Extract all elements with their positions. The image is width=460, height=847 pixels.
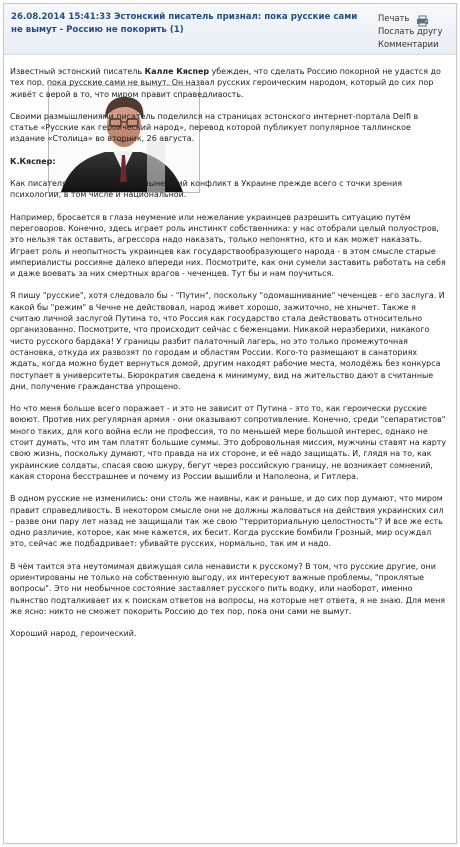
article-paragraph: Как писателя меня интересует нынешний конфликт в Украине прежде всего с точки зрения психологии, в том числе и национальной. [10, 179, 403, 200]
article-paragraph: В одном русские не изменились: они столь же наивны, как и раньше, и до сих пор думают, что миром правит справедливость. В некотором смысле они не должны жаловаться на действия украинских сил - разве они пару лет назад не защищали так же свою "территориальную целостность"? И все же есть одно различие, которое, как мне кажется, их бесит. Когда русские бомбили Грозный, мир осуждал это, сейчас же подбадривает: убивайте русских, нормально, так им и надо. [10, 494, 444, 549]
comment-count[interactable]: (1) [169, 25, 184, 35]
article-paragraph: Но что меня больше всего поражает - и это не зависит от Путина - это то, как героически русские воюют. Против них регулярная армия - они оказывают сопротивление. Конечно, среди "сепаратистов" много таких, для кого война если не профессия, то по меньшей мере большой интерес, однако не стоит думать, что им там платят большие суммы. Это добровольная миссия, мужчины ставят на карту свою жизнь, поскольку думают, что правда на их стороне, и её надо защищать. И, глядя на то, как украинские солдаты, спасая свою шкуру, бегут через российскую границу, не возникает сомнений, какая сторона бесстрашнее и почему из России вышибли и Наполеона, и Гитлера. [10, 404, 447, 481]
article-paragraph: В чём таится эта неутомимая движущая сила ненависти к русскому? В том, что русские другие, они ориентированы не только на собственную выгоду, их интересуют важные проблемы, "проклятые вопросы". Это ни необычное состояние заставляет русского пить водку, или наоборот, именно пьянство подталкивает их к поискам ответов на вопросы, на которые нет ответа, я не знаю. Для меня же ясно: никто не сможет покорить Россию до тех пор, пока они сами не вымут. [10, 561, 446, 616]
lead-paragraph-2: Своими размышлениями писатель поделился на страницах эстонского интернет-портала Delfi в статье «Русские как героический народ», перевод которой публикует популярное таллинское издание «Столица» во вторник, 26 августа. [10, 111, 419, 144]
article-title[interactable]: Эстонский писатель признал: пока русские сами не вымут - Россию не покорить [11, 12, 358, 35]
printer-icon[interactable] [416, 12, 429, 24]
article-card [3, 3, 457, 844]
article-paragraph: Например, бросается в глаза неумение или нежелание украинцев разрешить ситуацию путём переговоров. Конечно, здесь играет роль инстинкт собственника: у нас отобрали целый полуостров, это нельзя так оставить, агрессора надо наказать, только непонятно, кто и как может наказать. Играет роль и неопытность украинцев как государствообразующего народа - в этом смысле старые империалисты россияне далеко впереди них. Посмотрите, как они сумели заставить работать на себя и даже воевать за них смертных врагов - чеченцев. Тут бы и нам поучиться. [10, 212, 446, 279]
article-lead [10, 66, 447, 145]
comments-link[interactable]: Комментарии [378, 39, 439, 49]
speaker-label: К.Кяспер: [10, 156, 56, 166]
closing-line: Хороший народ, героический. [10, 629, 137, 639]
article-headline[interactable] [11, 11, 363, 37]
article-paragraph: Я пишу "русские", хотя следовало бы - "Путин", поскольку "одомашнивание" чеченцев - его заслуга. И какой бы "режим" в Чечне не действовал, народ живет хорошо, зажиточно, не хнычет. Также я считаю личной заслугой Путина то, что Россия как государство стала действовать относительно организованно. Посмотрите, что происходит сейчас с беженцами. Никакой неразберихи, никакого чисто русского бардака! У границы разбит палаточный лагерь, но это только промежуточная остановка, откуда их развозят по городам и областям России. Кого-то размещают в санаториях ждать, когда можно будет вернуться домой, другим находят рабочие места, молодёжь без конкурса поступает в университеты. Бюрократия сведена к минимуму, вид на жительство дают в считанные дни, получение гражданства упрощено. [10, 291, 445, 391]
print-link[interactable]: Печать [378, 13, 410, 23]
author-name: Калле Кяспер [144, 67, 210, 76]
lead-paragraph [10, 66, 447, 100]
article-header [4, 4, 456, 55]
article-content [10, 66, 447, 650]
lead-text-end: убежден, что сделать Россию покорной не удастся до тех пор, пока русские сами не вымут. Он назвал русских героическим народом, который до сих пор живёт с верой в то, что миром правит справедливость. [10, 67, 441, 99]
article-date: 26.08.2014 15:41:33 [11, 12, 112, 22]
lead-text-start: Известный эстонский писатель [10, 67, 145, 76]
send-to-friend-link[interactable]: Послать другу [378, 26, 443, 36]
